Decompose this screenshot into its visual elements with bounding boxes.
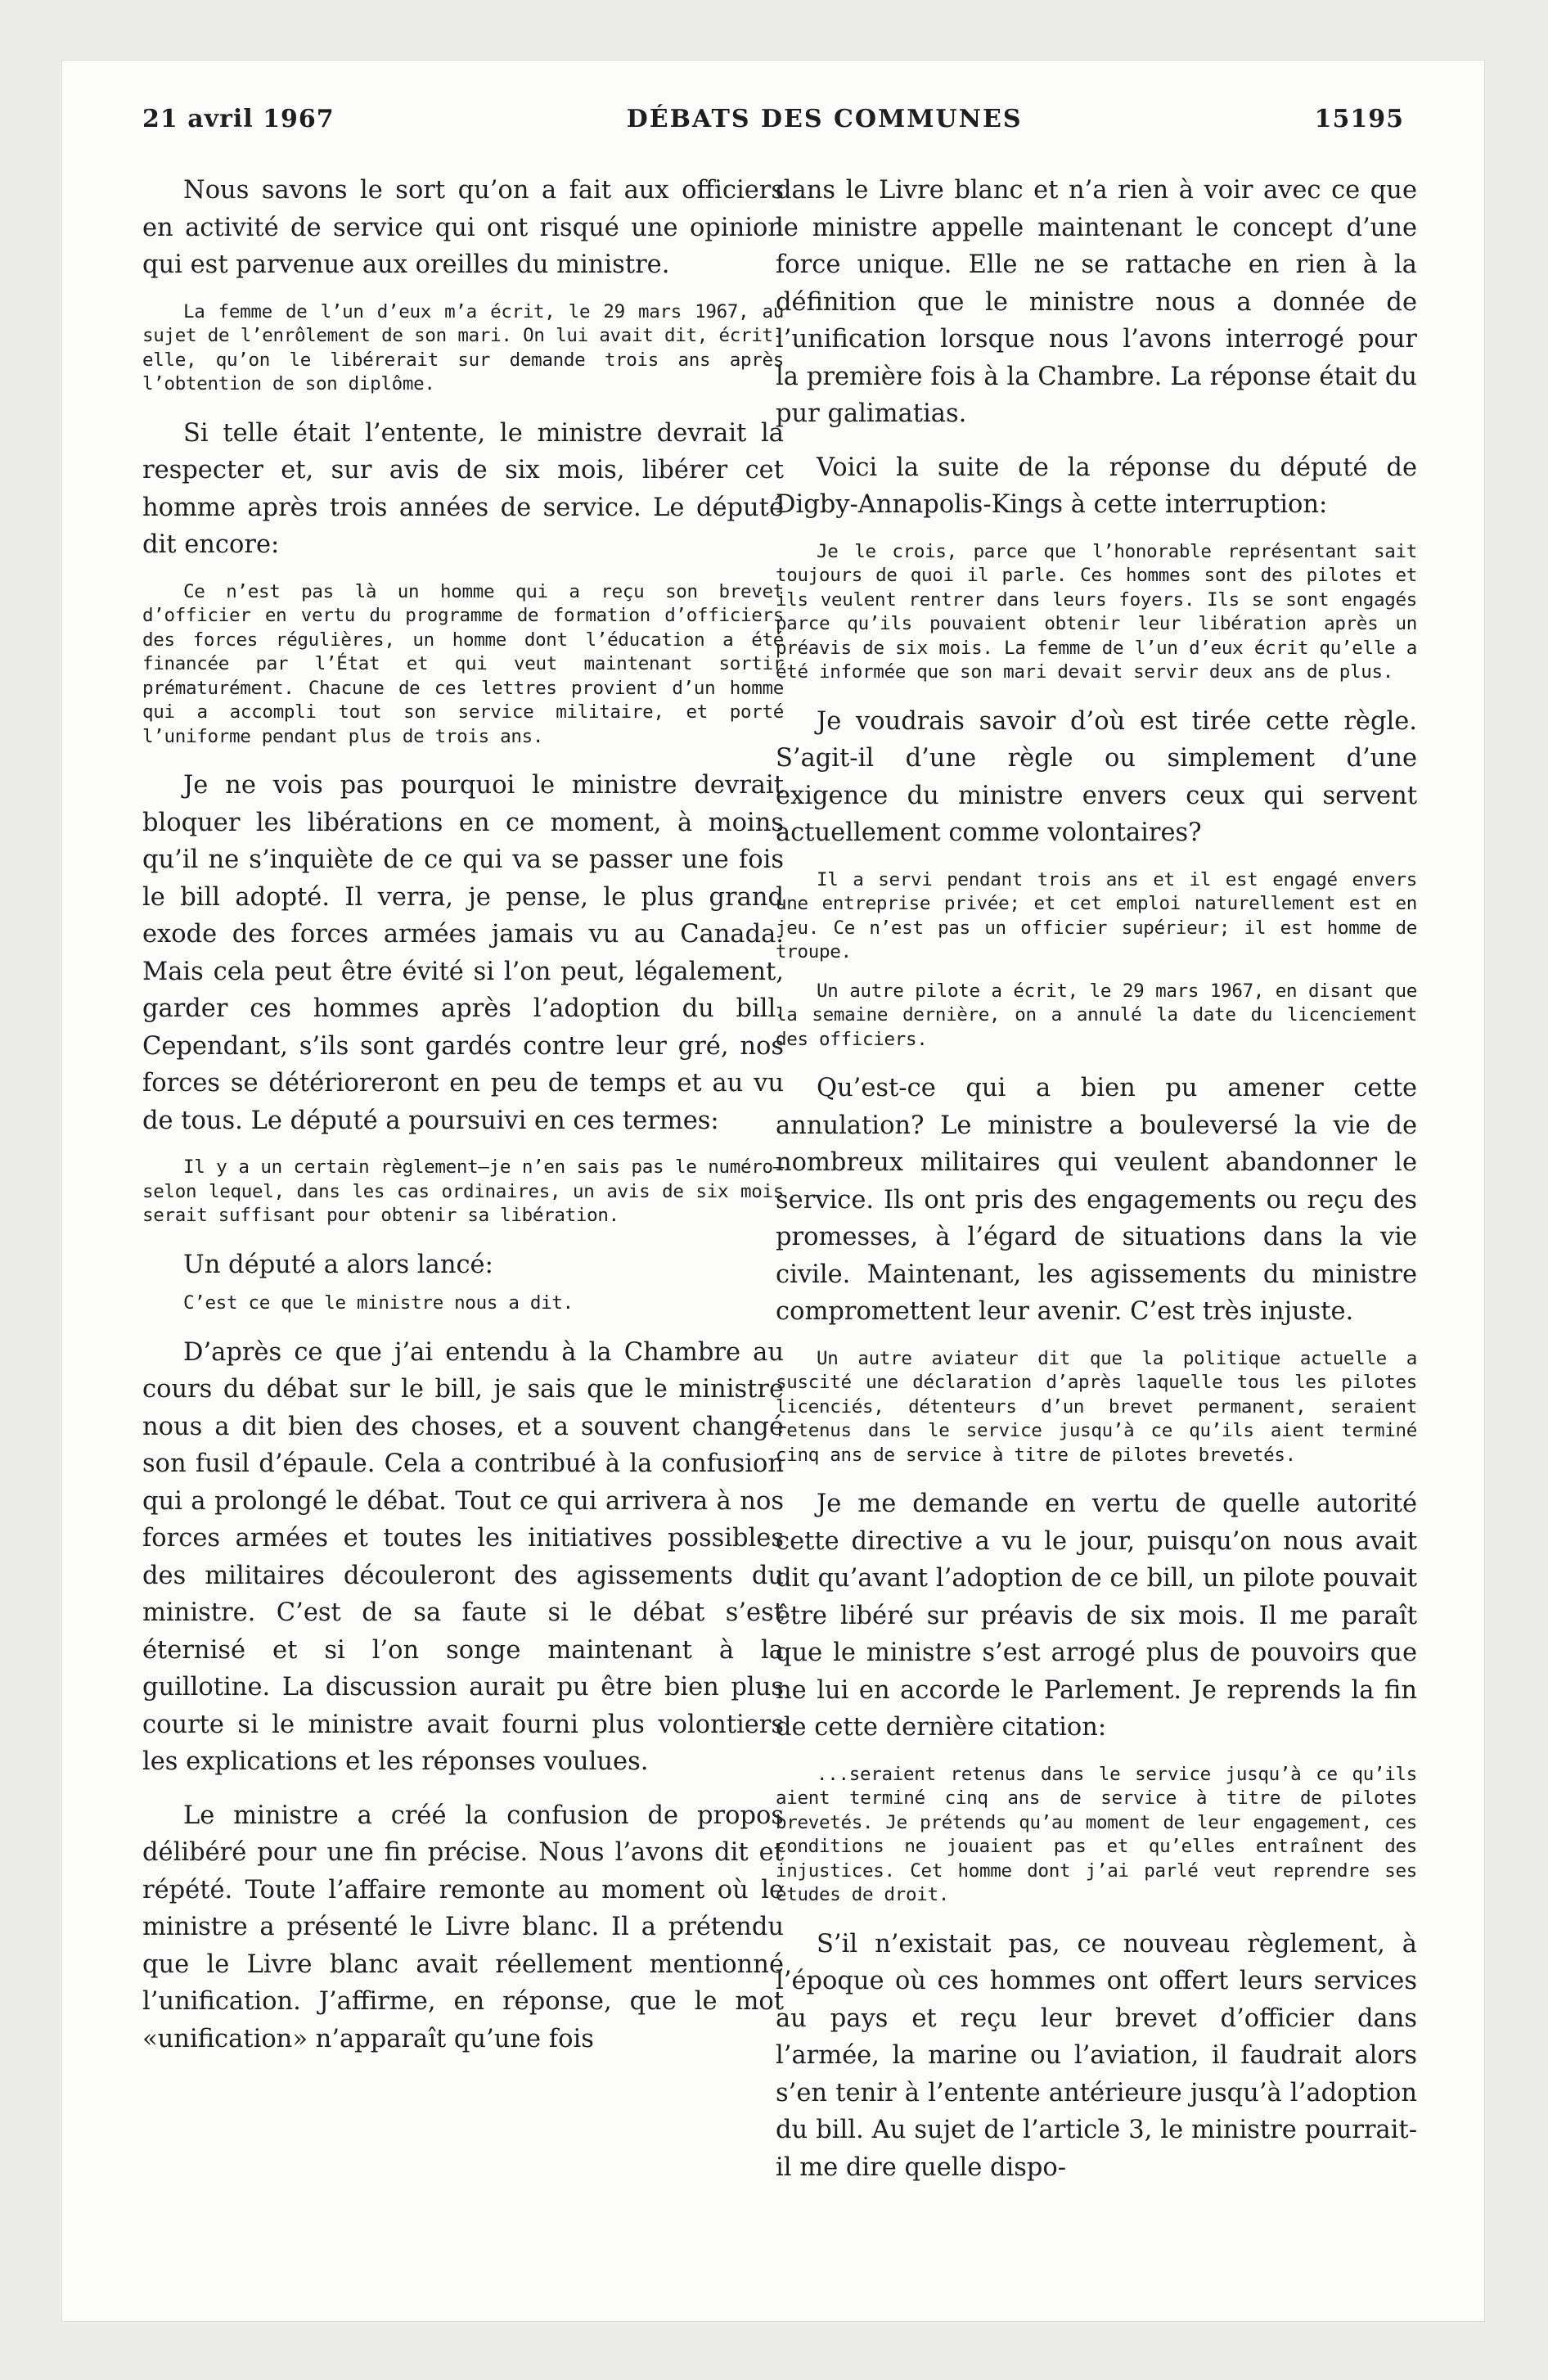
header-date: 21 avril 1967 [142,105,335,133]
quotation: Je le crois, parce que l’honorable représentant sait toujours de quoi il parle. Ces hommes sont des pilotes et ils veulent rentrer dans leurs foyers. Ils se sont engagés parce qu’ils pouvaient obtenir leur libération après un préavis de six mois. La femme de l’un d’eux écrit qu’elle a été informée que son mari devait servir deux ans de plus. [776,540,1417,683]
paragraph: Si telle était l’entente, le ministre devrait la respecter et, sur avis de six mois, libérer cet homme après trois années de service. Le député dit encore: [142,418,784,559]
quotation: ...seraient retenus dans le service jusqu’à ce qu’ils aient terminé cinq ans de service à titre de pilotes brevetés. Je prétends qu’au moment de leur engagement, ces conditions ne jouaient pas et qu’elles entraînent des injustices. Cet homme dont j’ai parlé veut reprendre ses études de droit. [776,1763,1417,1905]
paragraph: Voici la suite de la réponse du député de Digby-Annapolis-Kings à cette interruption: [776,453,1417,519]
quotation: La femme de l’un d’eux m’a écrit, le 29 mars 1967, au sujet de l’enrôlement de son mari. On lui avait dit, écrit-elle, qu’on le libérerait sur demande trois ans après l’obtention de son diplôme. [142,300,784,394]
quotation: Il y a un certain règlement—je n’en sais pas le numéro—selon lequel, dans les cas ordinaires, un avis de six mois serait suffisant pour obtenir sa libération. [142,1156,784,1226]
right-column [776,172,1417,2202]
paragraph-continued: dans le Livre blanc et n’a rien à voir avec ce que le ministre appelle maintenant le concept d’une force unique. Elle ne se rattache en rien à la définition que le ministre nous a donnée de l’unification lorsque nous l’avons interrogé pour la première fois à la Chambre. La réponse était du pur galimatias. [776,176,1417,428]
paragraph: Qu’est-ce qui a bien pu amener cette annulation? Le ministre a bouleversé la vie de nombreux militaires qui veulent abandonner le service. Ils ont pris des engagements ou reçu des promesses, à l’égard de situations dans la vie civile. Maintenant, les agissements du ministre compromettent leur avenir. C’est très injuste. [776,1074,1417,1326]
header-page-number: 15195 [1314,105,1404,133]
quotation: Un autre pilote a écrit, le 29 mars 1967, en disant que la semaine dernière, on a annulé la date du licenciement des officiers. [776,980,1417,1050]
quotation: Un autre aviateur dit que la politique actuelle a suscité une déclaration d’après laquelle tous les pilotes licenciés, détenteurs d’un brevet permanent, seraient retenus dans le service jusqu’à ce qu’ils aient terminé cinq ans de service à titre de pilotes brevetés. [776,1347,1417,1466]
quotation: Ce n’est pas là un homme qui a reçu son brevet d’officier en vertu du programme de formation d’officiers des forces régulières, un homme dont l’éducation a été financée par l’État et qui veut maintenant sortir prématurément. Chacune de ces lettres provient d’un homme qui a accompli tout son service militaire, et porté l’uniforme pendant plus de trois ans. [142,580,784,747]
paragraph: S’il n’existait pas, ce nouveau règlement, à l’époque où ces hommes ont offert leurs services au pays et reçu leur brevet d’officier dans l’armée, la marine ou l’aviation, il faudrait alors s’en tenir à l’entente antérieure jusqu’à l’adoption du bill. Au sujet de l’article 3, le ministre pourrait-il me dire quelle dispo- [776,1929,1417,2182]
paragraph: Je voudrais savoir d’où est tirée cette règle. S’agit-il d’une règle ou simplement d’une exigence du ministre envers ceux qui servent actuellement comme volontaires? [776,706,1417,847]
document-page [62,61,1484,2321]
quotation: Il a servi pendant trois ans et il est engagé envers une entreprise privée; et cet emploi naturellement est en jeu. Ce n’est pas un officier supérieur; il est homme de troupe. [776,868,1417,962]
paragraph: Je me demande en vertu de quelle autorité cette directive a vu le jour, puisqu’on nous avait dit qu’avant l’adoption de ce bill, un pilote pouvait être libéré sur préavis de six mois. Il me paraît que le ministre s’est arrogé plus de pouvoirs que ne lui en accorde le Parlement. Je reprends la fin de cette dernière citation: [776,1490,1417,1742]
paragraph: D’après ce que j’ai entendu à la Chambre au cours du débat sur le bill, je sais que le ministre nous a dit bien des choses, et a souvent changé son fusil d’épaule. Cela a contribué à la confusion qui a prolongé le débat. Tout ce qui arrivera à nos forces armées et toutes les initiatives possibles des militaires découleront des agissements du ministre. C’est de sa faute si le débat s’est éternisé et si l’on songe maintenant à la guillotine. La discussion aurait pu être bien plus courte si le ministre avait fourni plus volontiers les explications et les réponses voulues. [142,1337,784,1776]
left-column [142,172,784,2074]
paragraph: Nous savons le sort qu’on a fait aux officiers en activité de service qui ont risqué une opinion qui est parvenue aux oreilles du ministre. [142,176,784,279]
header-title: DÉBATS DES COMMUNES [626,105,1023,133]
paragraph: Un député a alors lancé: [183,1250,493,1279]
page-header [142,105,1404,146]
quotation: C’est ce que le ministre nous a dit. [183,1292,574,1314]
paragraph: Le ministre a créé la confusion de propos délibéré pour une fin précise. Nous l’avons dit et répété. Toute l’affaire remonte au moment où le ministre a présenté le Livre blanc. Il a prétendu que le Livre blanc avait réellement mentionné l’unification. J’affirme, en réponse, que le mot «unification» n’apparaît qu’une fois [142,1801,784,2053]
paragraph: Je ne vois pas pourquoi le ministre devrait bloquer les libérations en ce moment, à moins qu’il ne s’inquiète de ce qui va se passer une fois le bill adopté. Il verra, je pense, le plus grand exode des forces armées jamais vu au Canada. Mais cela peut être évité si l’on peut, légalement, garder ces hommes après l’adoption du bill. Cependant, s’ils sont gardés contre leur gré, nos forces se détérioreront en peu de temps et au vu de tous. Le député a poursuivi en ces termes: [142,771,784,1135]
